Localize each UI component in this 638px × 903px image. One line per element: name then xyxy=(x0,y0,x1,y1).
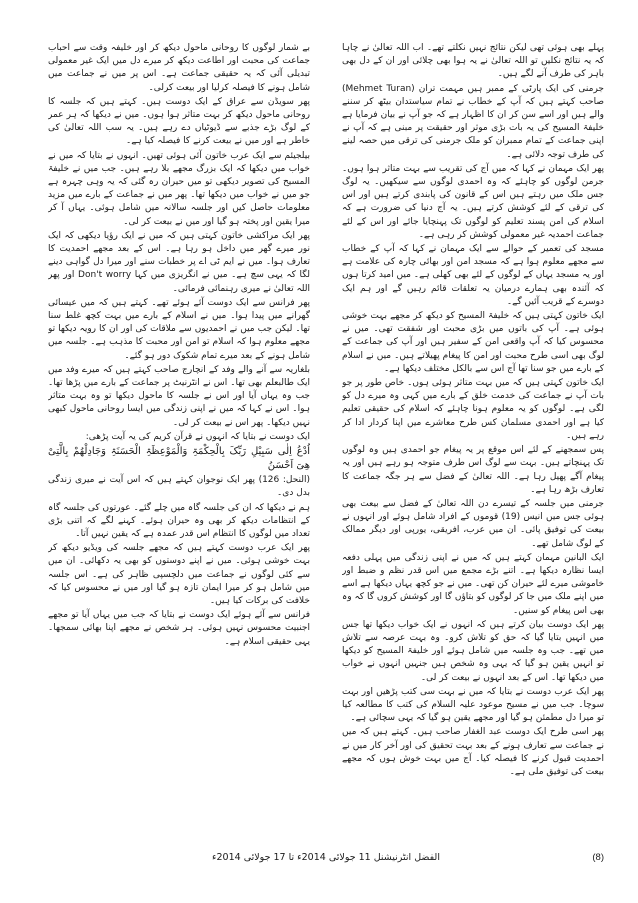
paragraph: پھر سویڈن سے عراق کے ایک دوست ہیں۔ کہتے ہیں کہ جلسہ کا روحانی ماحول دیکھ کر بہت متاثر ہوا ہوں۔ میں نے دیکھا کہ ہر عمر کے لوگ بڑے جذبے سے ڈیوٹیاں دے رہے ہیں۔ یہ سب اللہ تعالیٰ کی خاطر ہے اور میں نے بیعت کرنے کا فیصلہ کیا ہے۔ xyxy=(48,96,310,147)
paragraph: پھر فرانس سے ایک دوست آئے ہوئے تھے۔ کہتے ہیں کہ میں عیسائی گھرانے میں پیدا ہوا۔ میں نے اسلام کے بارے میں بہت کچھ غلط سنا تھا۔ لیکن جب میں نے احمدیوں سے ملاقات کی اور ان کا رویہ دیکھا تو مجھے معلوم ہوا کہ اسلام تو امن اور محبت کا مذہب ہے۔ جلسہ میں شامل ہونے کے بعد میرے تمام شکوک دور ہو گئے۔ xyxy=(48,297,310,361)
paragraph: مسجد کی تعمیر کے حوالے سے ایک مہمان نے کہا کہ آپ کے خطاب سے مجھے معلوم ہوا ہے کہ مسجد امن اور بھائی چارہ کی علامت ہے اور یہ مسجد یہاں کے لوگوں کے لئے بھی کھلی ہے۔ میں امید کرتا ہوں کہ آئندہ بھی ہمارے درمیان یہ تعلقات قائم رہیں گے اور ہم ایک دوسرے کے قریب آئیں گے۔ xyxy=(342,244,604,307)
paragraph: پھر ایک عرب دوست کہتے ہیں کہ مجھے جلسہ کی ویڈیو دیکھ کر بہت خوشی ہوئی۔ میں نے اپنے دوستوں کو بھی یہ دکھائی۔ ان میں سے کئی لوگوں نے جماعت میں دلچسپی ظاہر کی ہے۔ اس جلسہ میں شامل ہو کر میرا ایمان تازہ ہو گیا اور میں نے محسوس کیا کہ خلافت کی برکات کیا ہیں۔ xyxy=(48,543,310,606)
paragraph: ایک دوست نے بتایا کہ انہوں نے قرآن کریم کی یہ آیت پڑھی: xyxy=(85,431,310,442)
paragraph: پھر ایک دوست بیان کرتے ہیں کہ انہوں نے ایک خواب دیکھا تھا جس میں انہیں بتایا گیا کہ حق کو تلاش کرو۔ وہ بہت عرصہ سے تلاش میں تھے۔ جب وہ جلسہ میں شامل ہوئے اور خلیفۃ المسیح کو دیکھا تو انہیں یقین ہو گیا کہ یہی وہ شخص ہیں جنہیں انہوں نے خواب میں دیکھا تھا۔ اس کے بعد انہوں نے بیعت کر لی۔ xyxy=(342,619,604,683)
paragraph: پھر ایک عرب دوست نے بتایا کہ میں نے بہت سی کتب پڑھیں اور بہت سوچا۔ جب میں نے مسیح موعود علیہ السلام کی کتب کا مطالعہ کیا تو میرا دل مطمئن ہو گیا اور مجھے یقین ہو گیا کہ یہی سچائی ہے۔ xyxy=(342,686,604,724)
paragraph: پھر اسی طرح ایک دوست عبد الغفار صاحب ہیں۔ کہتے ہیں کہ میں نے جماعت سے تعارف ہونے کے بعد بہت تحقیق کی اور آخر کار میں نے احمدیت قبول کرنے کا فیصلہ کیا۔ آج میں بہت خوش ہوں کہ مجھے بیعت کی توفیق ملی ہے۔ xyxy=(342,727,604,777)
paragraph: ایک البانین مہمان کہتے ہیں کہ میں نے اپنی زندگی میں پہلی دفعہ ایسا نظارہ دیکھا ہے۔ اتنے بڑے مجمع میں اس قدر نظم و ضبط اور خاموشی میرے لئے حیران کن تھی۔ میں نے جو کچھ یہاں دیکھا ہے اسے میں اپنے ملک میں جا کر لوگوں کو بتاؤں گا اور کوشش کروں گا کہ وہ بھی اس پیغام کو سنیں۔ xyxy=(342,552,604,616)
paragraph: بے شمار لوگوں کا روحانی ماحول دیکھ کر اور خلیفہ وقت سے احباب جماعت کی محبت اور اطاعت دیکھ کر میرے دل میں ایک غیر معمولی تبدیلی آئی کہ یہ حقیقی جماعت ہے۔ اس پر میں نے جماعت میں شامل ہونے کا فیصلہ کرلیا اور بیعت کرلی۔ xyxy=(48,43,310,93)
page-footer xyxy=(48,852,604,868)
paragraph: جرمنی میں جلسہ کے تیسرے دن اللہ تعالیٰ کے فضل سے بیعت بھی ہوئی جس میں انیس (19) قوموں کے افراد شامل ہوئے اور انہوں نے بیعت کی توفیق پائی۔ ان میں عرب، افریقی، یورپی اور دیگر ممالک کے لوگ شامل تھے۔ xyxy=(342,498,604,549)
paragraph: جرمنی کی ایک پارٹی کے ممبر ہیں مہمت تران (Mehmet Turan) صاحب کہتے ہیں کہ آپ کے خطاب نے تمام سیاستدان بیٹھ کر سننے والے ہیں اور اسے سن کر ان کا اظہار ہے کہ جو آپ نے بیان فرمایا ہے خلیفۃ المسیح کی یہ بات بڑی موثر اور حقیقت پر مبنی ہے کہ آپ نے اپنی جماعت کے تمام ممبران کو ملک جرمنی کی ترقی میں حصہ لینے کی طرف توجہ دلائی ہے۔ xyxy=(342,83,604,160)
paragraph: پس سمجھنے کے لئے اس موقع پر یہ پیغام جو احمدی ہیں وہ لوگوں تک پہنچاتے ہیں۔ بہت سے لوگ اس طرف متوجہ ہو رہے ہیں اور یہ پیغام آگے پھیل رہا ہے۔ اللہ تعالیٰ کے فضل سے ہر جگہ جماعت کا تعارف بڑھ رہا ہے۔ xyxy=(342,445,604,495)
paragraph: ایک خاتون کہتی ہیں کہ میں بہت متاثر ہوئی ہوں۔ خاص طور پر جو بات آپ نے جماعت کی خدمت خلق کے بارے میں کہی وہ میرے دل کو لگی ہے۔ لوگوں کو یہ معلوم ہونا چاہئے کہ اسلام کی حقیقی تعلیم کیا ہے اور احمدی مسلمان کس طرح معاشرے میں اپنا کردار ادا کر رہے ہیں۔ xyxy=(342,378,604,441)
paragraph: ہم نے دیکھا کہ ان کی جلسہ گاہ میں چلے گئے۔ عورتوں کی جلسہ گاہ کے انتظامات دیکھ کر بھی وہ حیران ہوئے۔ کہنے لگے کہ اتنی بڑی تعداد میں لوگوں کا انتظام اس قدر عمدہ ہے کہ یقین نہیں آتا۔ xyxy=(48,502,310,539)
quran-verse: اُدْعُ اِلٰی سَبِیْلِ رَبِّکَ بِالْحِکْمَۃِ وَالْمَوْعِظَۃِ الْحَسَنَۃِ وَجَادِلْھُمْ بِالَّتِیْ ھِیَ اَحْسَنُ xyxy=(48,446,310,472)
right-column xyxy=(342,42,604,840)
paragraph: پہلے بھی ہوئی تھی لیکن نتائج نہیں نکلتے تھے۔ اب اللہ تعالیٰ نے چاہا کہ یہ نتائج نکلیں تو اللہ تعالیٰ نے یہ ہوا بھی چلائی اور ان کے دل بھی باہر کی طرف آنے لگے ہیں۔ xyxy=(342,43,604,80)
publication-line: الفضل انٹرنیشنل 11 جولائی 2014ء تا 17 جولائی 2014ء xyxy=(212,852,440,863)
paragraph: (النحل: 126) پھر ایک نوجوان کہتے ہیں کہ اس آیت نے میری زندگی بدل دی۔ xyxy=(48,475,310,499)
paragraph: ایک خاتون کہتی ہیں کہ خلیفۃ المسیح کو دیکھ کر مجھے بہت خوشی ہوئی ہے۔ آپ کی باتوں میں بڑی محبت اور شفقت تھی۔ میں نے محسوس کیا کہ آپ واقعی امن کے سفیر ہیں اور آپ کی جماعت کے لوگ بھی اسی طرح محبت اور امن کا پیغام پھیلاتے ہیں۔ میں نے اسلام کے بارے میں جو سنا تھا آج اس سے بالکل مختلف دیکھا ہے۔ xyxy=(342,311,604,374)
paragraph: بیلجیئم سے ایک عرب خاتون آئی ہوئی تھیں۔ انہوں نے بتایا کہ میں نے خواب میں دیکھا کہ ایک بزرگ مجھے بلا رہے ہیں۔ جب میں نے خلیفۃ المسیح کی تصویر دیکھی تو میں حیران رہ گئی کہ یہ وہی چہرہ ہے جو میں نے خواب میں دیکھا تھا۔ پھر میں نے جماعت کے بارے میں مزید معلومات حاصل کیں اور جلسہ سالانہ میں شامل ہوئی۔ یہاں آ کر میرا یقین اور پختہ ہو گیا اور میں نے بیعت کر لی۔ xyxy=(48,150,310,227)
page-number: (8) xyxy=(592,852,604,863)
paragraph: پھر ایک مہمان نے کہا کہ میں آج کی تقریب سے بہت متاثر ہوا ہوں۔ جرمن لوگوں کو چاہئے کہ وہ احمدی لوگوں سے سیکھیں۔ یہ لوگ جس ملک میں رہتے ہیں اس کے قانون کی پابندی کرتے ہیں اور اس کی ترقی کے لئے کوشش کرتے ہیں۔ یہ آج دنیا کی ضرورت ہے کہ اسلام کی امن پسند تعلیم کو لوگوں تک پہنچایا جائے اور اس کے لئے جماعت احمدیہ غیر معمولی کوشش کر رہی ہے۔ xyxy=(342,163,604,240)
paragraph: بلغاریہ سے آنے والے وفد کے انچارج صاحب کہتے ہیں کہ میرے وفد میں ایک طالبعلم بھی تھا۔ اس نے انٹرنیٹ پر جماعت کے بارے میں پڑھا تھا۔ جب وہ یہاں آیا اور اس نے جلسہ کا ماحول دیکھا تو وہ بہت متاثر ہوا۔ اس نے کہا کہ میں نے اپنی زندگی میں ایسا روحانی ماحول کبھی نہیں دیکھا۔ پھر اس نے بیعت کر لی۔ xyxy=(48,364,310,428)
paragraph: فرانس سے آئے ہوئے ایک دوست نے بتایا کہ جب میں یہاں آیا تو مجھے اجنبیت محسوس نہیں ہوئی۔ ہر شخص نے مجھے اپنا بھائی سمجھا۔ یہی حقیقی اسلام ہے۔ xyxy=(48,610,310,647)
paragraph: پھر ایک مراکشی خاتون کہتی ہیں کہ میں نے ایک رؤیا دیکھی کہ ایک نور میرے گھر میں داخل ہو رہا ہے۔ اس کے بعد مجھے احمدیت کا تعارف ہوا۔ میں نے ایم ٹی اے پر خطبات سنے اور میرا دل گواہی دینے لگا کہ یہی سچ ہے۔ میں نے انگریزی میں کہا Don't worry اور پھر اللہ تعالیٰ نے میری رہنمائی فرمائی۔ xyxy=(48,230,310,294)
left-column xyxy=(48,42,310,840)
